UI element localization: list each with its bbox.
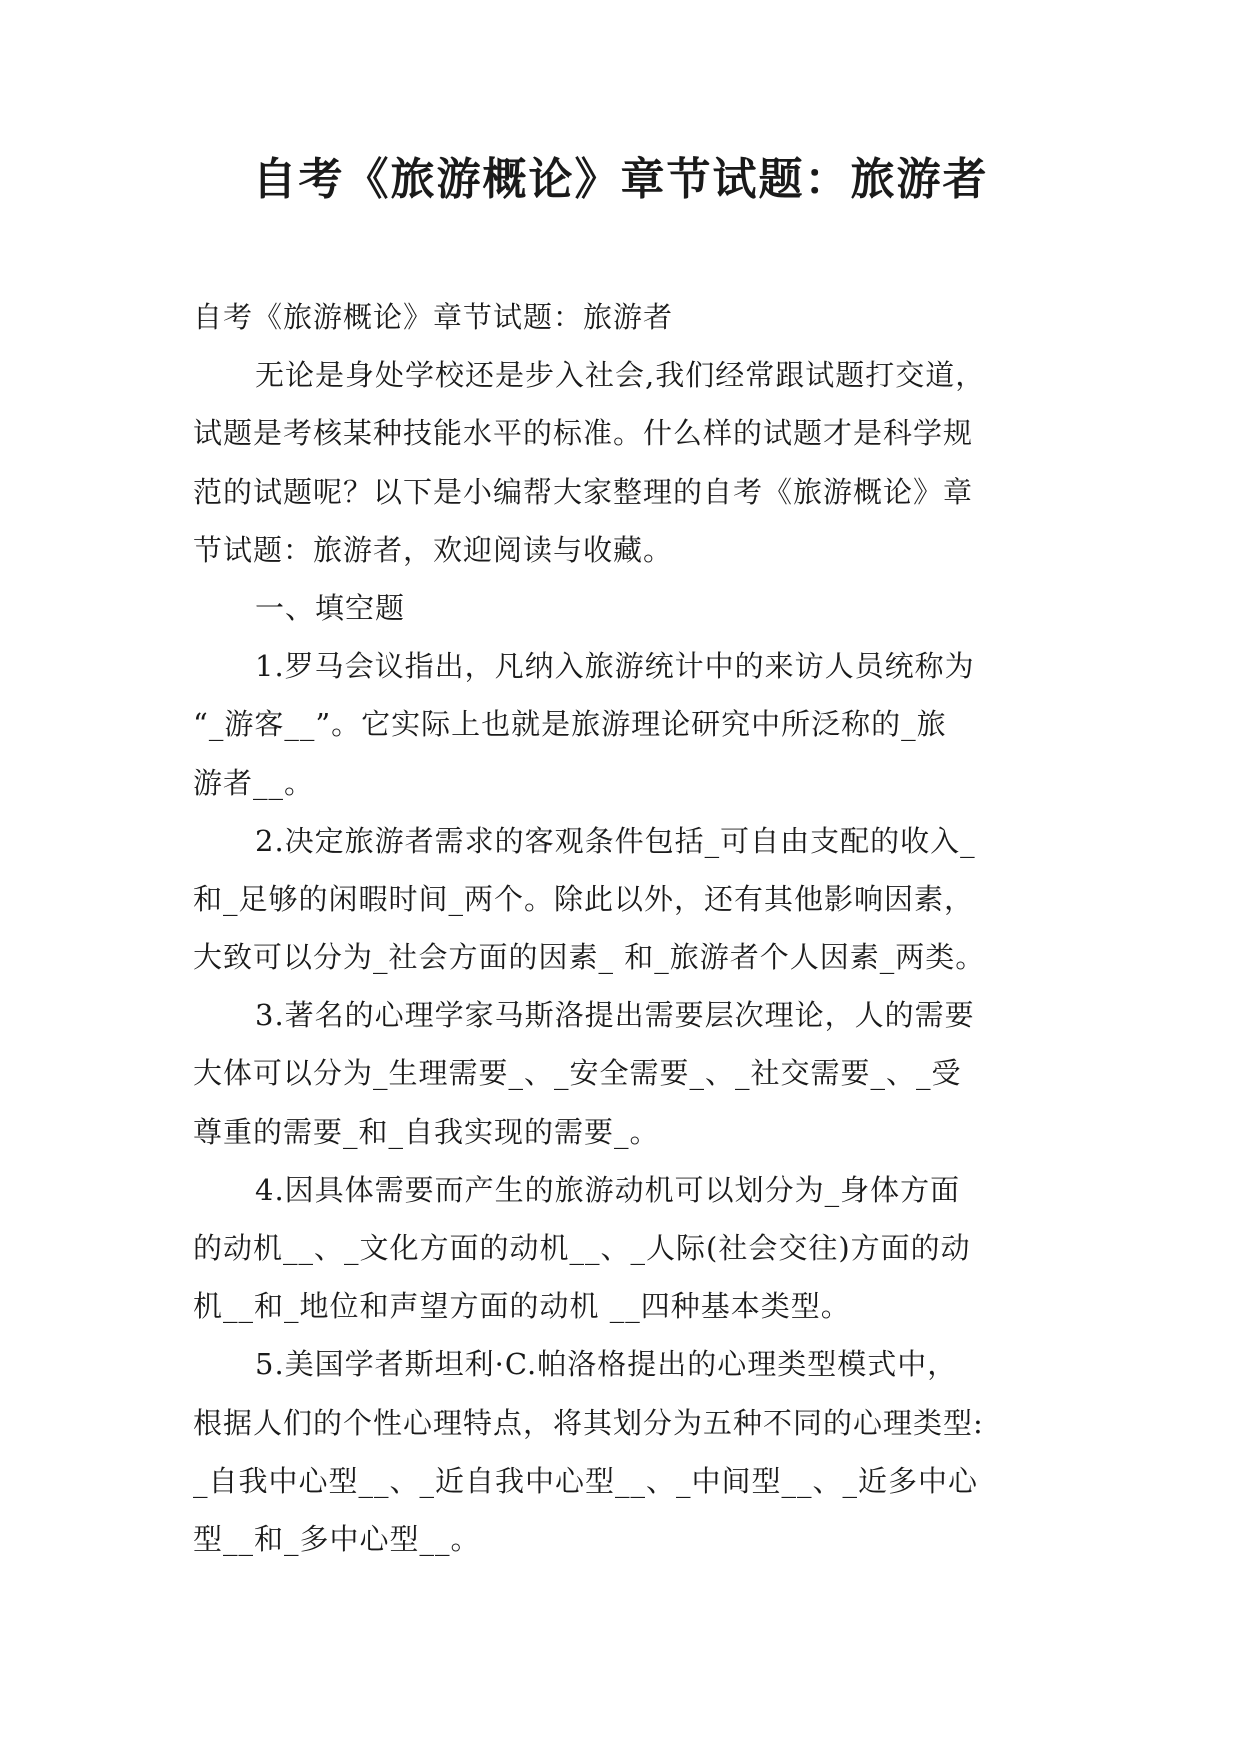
document-title: 自考《旅游概论》章节试题：旅游者 [252,154,989,205]
question-1-line: 1.罗马会议指出，凡纳入旅游统计中的来访人员统称为 [255,649,975,684]
question-3-line: 尊重的需要_和_自我实现的需要_。 [193,1114,660,1149]
question-4-line: 4.因具体需要而产生的旅游动机可以划分为_身体方面 [255,1172,961,1207]
intro-paragraph-line: 范的试题呢？以下是小编帮大家整理的自考《旅游概论》章 [193,474,974,509]
question-5-line: 5.美国学者斯坦利·C.帕洛格提出的心理类型模式中， [255,1347,958,1382]
question-2-line: 2.决定旅游者需求的客观条件包括_可自由支配的收入_ [255,823,976,858]
question-1-line: 游者__。 [193,765,315,800]
intro-paragraph-line: 节试题：旅游者，欢迎阅读与收藏。 [193,532,674,567]
question-5-line: 型__和_多中心型__。 [193,1521,481,1556]
question-5-line: _自我中心型__、_近自我中心型__、_中间型__、_近多中心 [193,1463,979,1498]
question-1-line: “_游客__”。它实际上也就是旅游理论研究中所泛称的_旅 [193,707,947,742]
question-2-line: 大致可以分为_社会方面的因素_ 和_旅游者个人因素_两类。 [193,940,986,975]
intro-paragraph-line: 试题是考核某种技能水平的标准。什么样的试题才是科学规 [193,416,974,451]
document-body [193,288,1063,1568]
question-2-line: 和_足够的闲暇时间_两个。除此以外，还有其他影响因素， [193,881,975,916]
question-3-line: 大体可以分为_生理需要_、_安全需要_、_社交需要_、_受 [193,1056,962,1091]
question-4-line: 机__和_地位和声望方面的动机 __四种基本类型。 [193,1289,851,1324]
question-4-line: 的动机__、_文化方面的动机__、_人际(社会交往)方面的动 [193,1231,971,1265]
question-5-line: 根据人们的个性心理特点，将其划分为五种不同的心理类型: [193,1405,984,1440]
section-heading: 一、填空题 [255,590,406,625]
intro-paragraph-line: 无论是身处学校还是步入社会,我们经常跟试题打交道， [255,358,986,393]
subtitle-line: 自考《旅游概论》章节试题：旅游者 [193,300,674,334]
question-3-line: 3.著名的心理学家马斯洛提出需要层次理论，人的需要 [255,998,975,1033]
